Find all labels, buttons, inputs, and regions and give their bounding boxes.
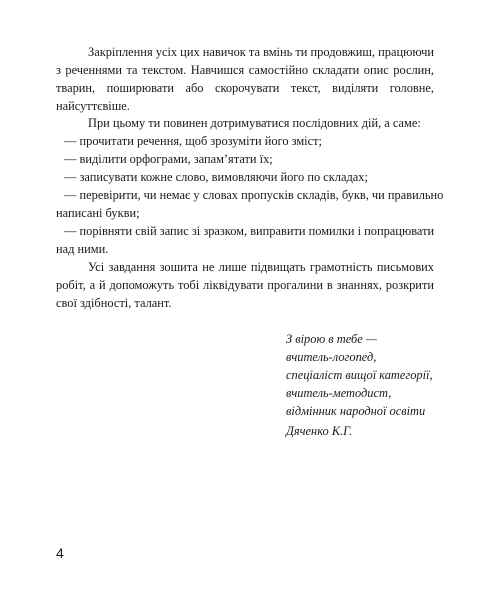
closing-line-2: робіт, а й допоможуть тобі ліквідувати прогалини в знаннях, розкрити: [56, 278, 434, 292]
signature-name: Дяченко К.Г.: [286, 424, 353, 438]
paragraph-1-line-1: Закріплення усіх цих навичок та вмінь ти продовжиш, працюючи: [88, 45, 434, 59]
signature-line-3: спеціаліст вищої категорії,: [286, 368, 433, 382]
paragraph-1-line-2: з реченнями та текстом. Навчишся самостійно складати опис рослин,: [56, 63, 434, 77]
signature-line-2: вчитель-логопед,: [286, 350, 377, 364]
step-1: — прочитати речення, щоб зрозуміти його зміст;: [64, 134, 322, 148]
signature-line-4: вчитель-методист,: [286, 386, 392, 400]
step-4-line-1: — перевірити, чи немає у словах пропусків складів, букв, чи правильно: [64, 188, 444, 202]
page-number: 4: [56, 545, 64, 561]
signature-line-5: відмінник народної освіти: [286, 404, 426, 418]
step-5-line-1: — порівняти свій запис зі зразком, виправити помилки і попрацювати: [64, 224, 435, 238]
signature-line-1: З вірою в тебе —: [286, 332, 377, 346]
step-5-line-2: над ними.: [56, 242, 109, 256]
closing-line-1: Усі завдання зошита не лише підвищать грамотність письмових: [88, 260, 434, 274]
closing-line-3: свої здібності, талант.: [56, 296, 172, 310]
paragraph-1-line-3: тварин, поширювати або скорочувати текст, виділяти головне,: [56, 81, 434, 95]
step-2: — виділити орфограми, запам’ятати їх;: [64, 152, 273, 166]
paragraph-1-line-4: найсуттєвіше.: [56, 99, 130, 113]
step-3: — записувати кожне слово, вимовляючи його по складах;: [64, 170, 368, 184]
step-4-line-2: написані букви;: [56, 206, 140, 220]
paragraph-2-line-1: При цьому ти повинен дотримуватися послідовних дій, а саме:: [88, 116, 421, 130]
